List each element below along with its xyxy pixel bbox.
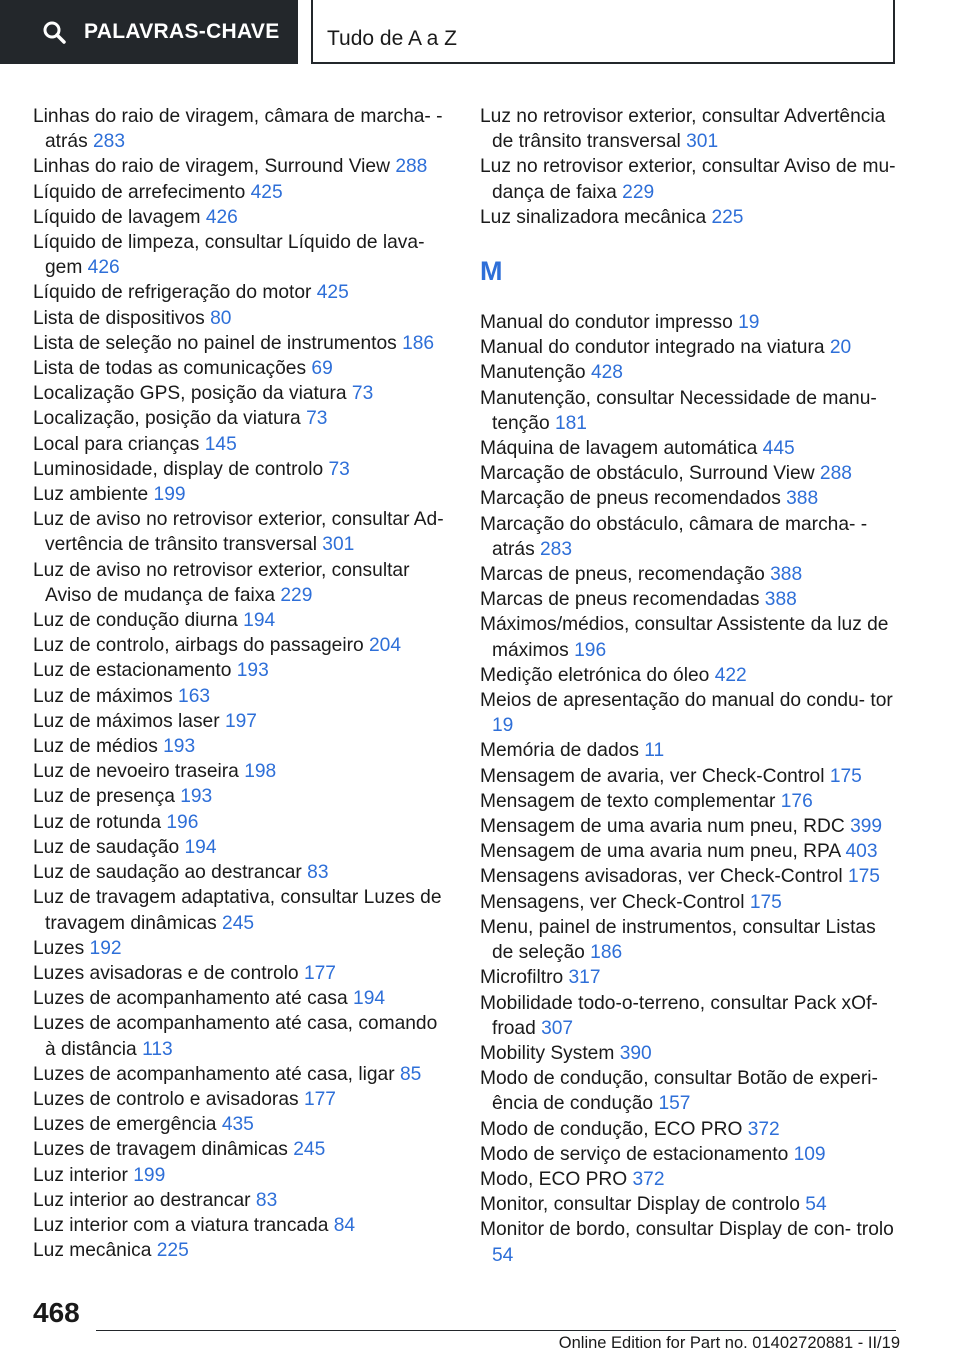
index-entry (33, 759, 453, 784)
index-entry (480, 512, 900, 562)
index-entry (480, 965, 900, 990)
index-entry (33, 885, 453, 935)
entry-page-link[interactable]: 19 (492, 715, 514, 737)
entry-page-link[interactable]: 425 (250, 181, 283, 203)
entry-text: Luz de controlo, airbags do passageiro (33, 635, 364, 657)
index-entry (480, 386, 900, 436)
entry-page-link[interactable]: 388 (770, 564, 803, 586)
entry-text: Mensagem de avaria, ver Check-Control (480, 765, 825, 787)
entry-text: Localização GPS, posição da viatura (33, 383, 347, 405)
section-title: Tudo de A a Z (327, 27, 457, 50)
index-entry (480, 360, 900, 385)
entry-text: Luz de máximos laser (33, 710, 220, 732)
entry-page-link[interactable]: 20 (829, 337, 852, 359)
entry-page-link[interactable]: 283 (540, 538, 573, 560)
entry-page-link[interactable]: 175 (829, 765, 862, 787)
entry-text: Mensagem de uma avaria num pneu, RDC (480, 816, 845, 838)
entry-text: Manutenção, consultar Necessidade de manu‐ tenção (480, 387, 883, 434)
entry-page-link[interactable]: 11 (644, 740, 665, 762)
index-entry (33, 860, 453, 885)
index-entry (33, 1112, 453, 1137)
entry-text: Luz de saudação (33, 836, 180, 858)
entry-page-link[interactable]: 186 (402, 332, 435, 354)
index-entry (33, 1188, 453, 1213)
index-entry (33, 1238, 453, 1263)
entry-page-link[interactable]: 307 (541, 1017, 574, 1039)
entry-text: Luz interior (33, 1164, 128, 1186)
entry-text: Luz de médios (33, 736, 158, 758)
index-column-right (480, 104, 900, 1268)
entry-text: Luz no retrovisor exterior, consultar Aviso de mu‐ dança de faixa (480, 156, 901, 203)
index-entry (33, 381, 453, 406)
entry-page-link[interactable]: 192 (89, 937, 122, 959)
entry-text: Luz sinalizadora mecânica (480, 206, 707, 228)
entry-text: Luz de travagem adaptativa, consultar Luzes de travagem dinâmicas (33, 887, 447, 934)
entry-page-link[interactable]: 422 (714, 664, 747, 686)
index-entry (480, 612, 900, 662)
entry-page-link[interactable]: 145 (204, 433, 237, 455)
entry-page-link[interactable]: 372 (747, 1118, 780, 1140)
entry-text: Luz mecânica (33, 1240, 152, 1262)
entry-page-link[interactable]: 194 (184, 836, 217, 858)
entry-page-link[interactable]: 435 (221, 1114, 254, 1136)
index-group-m (480, 310, 900, 1268)
index-entry (33, 482, 453, 507)
index-entry (480, 205, 900, 230)
entry-text: Luzes avisadoras e de controlo (33, 962, 299, 984)
entry-page-link[interactable]: 84 (333, 1214, 356, 1236)
index-entry (33, 280, 453, 305)
entry-page-link[interactable]: 193 (163, 736, 196, 758)
entry-text: Marcação do obstáculo, câmara de marcha- -atrás (480, 513, 868, 560)
index-entry (33, 835, 453, 860)
entry-page-link[interactable]: 225 (711, 206, 744, 228)
index-entry (480, 1041, 900, 1066)
index-entry (33, 936, 453, 961)
index-entry (480, 915, 900, 965)
index-entry (33, 1011, 453, 1061)
entry-text: Luz de máximos (33, 685, 173, 707)
index-entry (480, 461, 900, 486)
index-entry (33, 306, 453, 331)
entry-page-link[interactable]: 175 (847, 866, 880, 888)
entry-text: Mensagens, ver Check-Control (480, 891, 745, 913)
index-entry (33, 205, 453, 230)
entry-page-link[interactable]: 157 (658, 1093, 691, 1115)
index-entry (33, 961, 453, 986)
index-entry (480, 1192, 900, 1217)
entry-text: Mobility System (480, 1042, 615, 1064)
entry-text: Luz de condução diurna (33, 610, 238, 632)
index-entry (480, 562, 900, 587)
index-entry (33, 1163, 453, 1188)
index-entry (480, 738, 900, 763)
entry-text: Marcas de pneus, recomendação (480, 564, 765, 586)
index-entry (33, 810, 453, 835)
entry-text: Luz de aviso no retrovisor exterior, consultar Aviso de mudança de faixa (33, 559, 414, 606)
entry-text: Localização, posição da viatura (33, 408, 301, 430)
entry-page-link[interactable]: 388 (764, 589, 797, 611)
section-letter: M (480, 256, 503, 287)
section-title-box (311, 0, 895, 64)
index-entry (33, 230, 453, 280)
entry-text: Luzes de acompanhamento até casa, ligar (33, 1063, 395, 1085)
entry-text: Luz de nevoeiro traseira (33, 761, 239, 783)
entry-text: Marcas de pneus recomendadas (480, 589, 760, 611)
entry-page-link[interactable]: 288 (395, 156, 428, 178)
entry-text: Luzes de controlo e avisadoras (33, 1088, 299, 1110)
entry-text: Luz de estacionamento (33, 660, 232, 682)
entry-page-link[interactable]: 196 (166, 811, 199, 833)
entry-page-link[interactable]: 199 (153, 484, 186, 506)
index-entry (480, 1167, 900, 1192)
entry-page-link[interactable]: 403 (845, 841, 878, 863)
index-entry (480, 1117, 900, 1142)
entry-text: Lista de dispositivos (33, 307, 205, 329)
entry-page-link[interactable]: 198 (244, 761, 277, 783)
entry-page-link[interactable]: 445 (762, 438, 795, 460)
index-entry (480, 839, 900, 864)
search-icon (42, 20, 66, 44)
entry-page-link[interactable]: 197 (224, 710, 257, 732)
entry-page-link[interactable]: 177 (303, 1088, 336, 1110)
index-entry (33, 154, 453, 179)
entry-text: Líquido de arrefecimento (33, 181, 246, 203)
entry-page-link[interactable]: 388 (786, 488, 819, 510)
entry-page-link[interactable]: 426 (87, 257, 120, 279)
index-entry (33, 432, 453, 457)
index-entry (33, 558, 453, 608)
page-number: 468 (33, 1297, 80, 1328)
entry-page-link[interactable]: 83 (307, 862, 329, 884)
entry-page-link[interactable]: 196 (574, 639, 607, 661)
entry-page-link[interactable]: 177 (303, 962, 336, 984)
index-entry (33, 734, 453, 759)
entry-page-link[interactable]: 425 (316, 282, 349, 304)
entry-text: Linhas do raio de viragem, Surround View (33, 156, 390, 178)
index-entry (480, 890, 900, 915)
index-column-left (33, 104, 453, 1263)
entry-text: Luz interior com a viatura trancada (33, 1214, 329, 1236)
index-entry (33, 457, 453, 482)
index-entry (480, 335, 900, 360)
entry-text: Luz de presença (33, 786, 175, 808)
page-header (0, 0, 960, 66)
entry-page-link[interactable]: 69 (311, 358, 333, 380)
entry-page-link[interactable]: 245 (293, 1139, 326, 1161)
entry-page-link[interactable]: 83 (255, 1189, 278, 1211)
entry-page-link[interactable]: 399 (850, 816, 883, 838)
entry-text: Máximos/médios, consultar Assistente da luz de máximos (480, 614, 894, 661)
entry-page-link[interactable]: 229 (622, 181, 655, 203)
entry-page-link[interactable]: 73 (328, 458, 350, 480)
footer-divider (96, 1330, 896, 1331)
entry-text: Meios de apresentação do manual do condu‐ tor (480, 690, 893, 712)
index-entry (480, 1142, 900, 1167)
entry-page-link[interactable]: 301 (686, 131, 719, 153)
entry-text: Luzes de travagem dinâmicas (33, 1139, 288, 1161)
entry-text: Luz interior ao destrancar (33, 1189, 251, 1211)
entry-page-link[interactable]: 225 (156, 1240, 189, 1262)
index-entry (33, 709, 453, 734)
entry-text: Marcação de pneus recomendados (480, 488, 781, 510)
entry-text: Modo, ECO PRO (480, 1168, 628, 1190)
entry-page-link[interactable]: 175 (749, 891, 782, 913)
index-entry (33, 986, 453, 1011)
index-entry (480, 587, 900, 612)
entry-text: Memória de dados (480, 740, 639, 762)
index-entry (33, 633, 453, 658)
index-entry (480, 154, 900, 204)
entry-text: Líquido de refrigeração do motor (33, 282, 312, 304)
entry-text: Modo de serviço de estacionamento (480, 1143, 789, 1165)
entry-text: Menu, painel de instrumentos, consultar Listas de seleção (480, 916, 882, 964)
index-entry (480, 814, 900, 839)
entry-text: Lista de seleção no painel de instrumentos (33, 332, 397, 354)
entry-text: Local para crianças (33, 433, 200, 455)
index-entry (33, 658, 453, 683)
entry-page-link[interactable]: 85 (399, 1063, 422, 1085)
entry-page-link[interactable]: 194 (353, 988, 386, 1010)
index-entry (480, 104, 900, 154)
index-entry (480, 864, 900, 889)
entry-text: Luz de rotunda (33, 811, 162, 833)
entry-text: Manutenção (480, 362, 586, 384)
entry-page-link[interactable]: 176 (780, 790, 813, 812)
entry-page-link[interactable]: 317 (568, 967, 601, 989)
keyword-label: PALAVRAS-CHAVE (84, 20, 280, 43)
entry-page-link[interactable]: 301 (322, 534, 355, 556)
index-group-l-continued (480, 104, 900, 230)
index-entry (33, 1087, 453, 1112)
entry-page-link[interactable]: 288 (819, 463, 852, 485)
entry-page-link[interactable]: 54 (805, 1194, 827, 1216)
index-entry (480, 663, 900, 688)
entry-text: Luminosidade, display de controlo (33, 458, 324, 480)
entry-page-link[interactable]: 19 (738, 312, 760, 334)
entry-page-link[interactable]: 194 (243, 610, 276, 632)
entry-text: Líquido de limpeza, consultar Líquido de lava‐ gem (33, 232, 430, 279)
entry-page-link[interactable]: 372 (632, 1168, 665, 1190)
entry-page-link[interactable]: 245 (222, 912, 255, 934)
index-entry (33, 104, 453, 154)
index-entry (33, 684, 453, 709)
index-entry (480, 1066, 900, 1116)
index-entry (33, 784, 453, 809)
entry-page-link[interactable]: 54 (492, 1244, 514, 1266)
entry-text: Luz de aviso no retrovisor exterior, consultar Ad‐ vertência de trânsito transversal (33, 509, 449, 556)
index-entry (480, 991, 900, 1041)
index-entry (33, 507, 453, 557)
entry-page-link[interactable]: 199 (133, 1164, 166, 1186)
index-entry (480, 688, 900, 738)
index-entry (480, 789, 900, 814)
entry-text: Microfiltro (480, 967, 564, 989)
entry-text: Mobilidade todo-o-terreno, consultar Pack xOf‐ froad (480, 992, 884, 1039)
entry-text: Monitor de bordo, consultar Display de con‐ trolo (480, 1219, 894, 1241)
index-entry (480, 764, 900, 789)
edition-info: Online Edition for Part no. 01402720881 - II/19 (558, 1334, 900, 1352)
entry-text: Luz no retrovisor exterior, consultar Advertência de trânsito transversal (480, 106, 891, 153)
entry-text: Mensagem de texto complementar (480, 790, 776, 812)
entry-page-link[interactable]: 428 (590, 362, 623, 384)
index-entry (480, 436, 900, 461)
entry-text: Lista de todas as comunicações (33, 358, 307, 380)
entry-page-link[interactable]: 390 (619, 1042, 652, 1064)
index-entry (33, 331, 453, 356)
entry-page-link[interactable]: 163 (178, 685, 211, 707)
index-entry (33, 608, 453, 633)
entry-page-link[interactable]: 80 (210, 307, 232, 329)
index-entry (480, 1217, 900, 1267)
entry-text: Luz de saudação ao destrancar (33, 862, 302, 884)
entry-text: Mensagem de uma avaria num pneu, RPA (480, 841, 841, 863)
keyword-search-button[interactable] (0, 0, 298, 64)
entry-text: Luzes (33, 937, 85, 959)
entry-text: Medição eletrónica do óleo (480, 664, 710, 686)
entry-text: Marcação de obstáculo, Surround View (480, 463, 815, 485)
index-entry (33, 1062, 453, 1087)
index-entry (480, 486, 900, 511)
entry-page-link[interactable]: 193 (180, 786, 213, 808)
entry-page-link[interactable]: 426 (205, 206, 238, 228)
entry-page-link[interactable]: 283 (93, 131, 126, 153)
entry-text: Monitor, consultar Display de controlo (480, 1194, 800, 1216)
entry-text: Máquina de lavagem automática (480, 438, 758, 460)
index-entry (480, 310, 900, 335)
entry-page-link[interactable]: 186 (590, 942, 623, 964)
entry-text: Linhas do raio de viragem, câmara de marcha- -atrás (33, 106, 443, 153)
entry-text: Luzes de acompanhamento até casa (33, 988, 348, 1010)
index-entry (33, 180, 453, 205)
entry-text: Luz ambiente (33, 484, 149, 506)
index-entry (33, 356, 453, 381)
entry-page-link[interactable]: 229 (280, 584, 313, 606)
entry-text: Líquido de lavagem (33, 206, 201, 228)
entry-text: Modo de condução, ECO PRO (480, 1118, 743, 1140)
index-entry (33, 1213, 453, 1238)
entry-page-link[interactable]: 113 (142, 1038, 173, 1060)
index-entry (33, 1137, 453, 1162)
entry-text: Luzes de acompanhamento até casa, comando à distância (33, 1013, 443, 1060)
entry-page-link[interactable]: 73 (306, 408, 328, 430)
entry-page-link[interactable]: 204 (369, 635, 402, 657)
entry-text: Luzes de emergência (33, 1114, 217, 1136)
entry-page-link[interactable]: 109 (793, 1143, 826, 1165)
index-entry (33, 406, 453, 431)
entry-page-link[interactable]: 181 (554, 412, 587, 434)
entry-text: Mensagens avisadoras, ver Check-Control (480, 866, 843, 888)
entry-text: Manual do condutor impresso (480, 312, 733, 334)
entry-text: Modo de condução, consultar Botão de experi‐ ência de condução (480, 1068, 884, 1115)
entry-text: Manual do condutor integrado na viatura (480, 337, 825, 359)
entry-page-link[interactable]: 193 (236, 660, 269, 682)
entry-page-link[interactable]: 73 (351, 383, 374, 405)
